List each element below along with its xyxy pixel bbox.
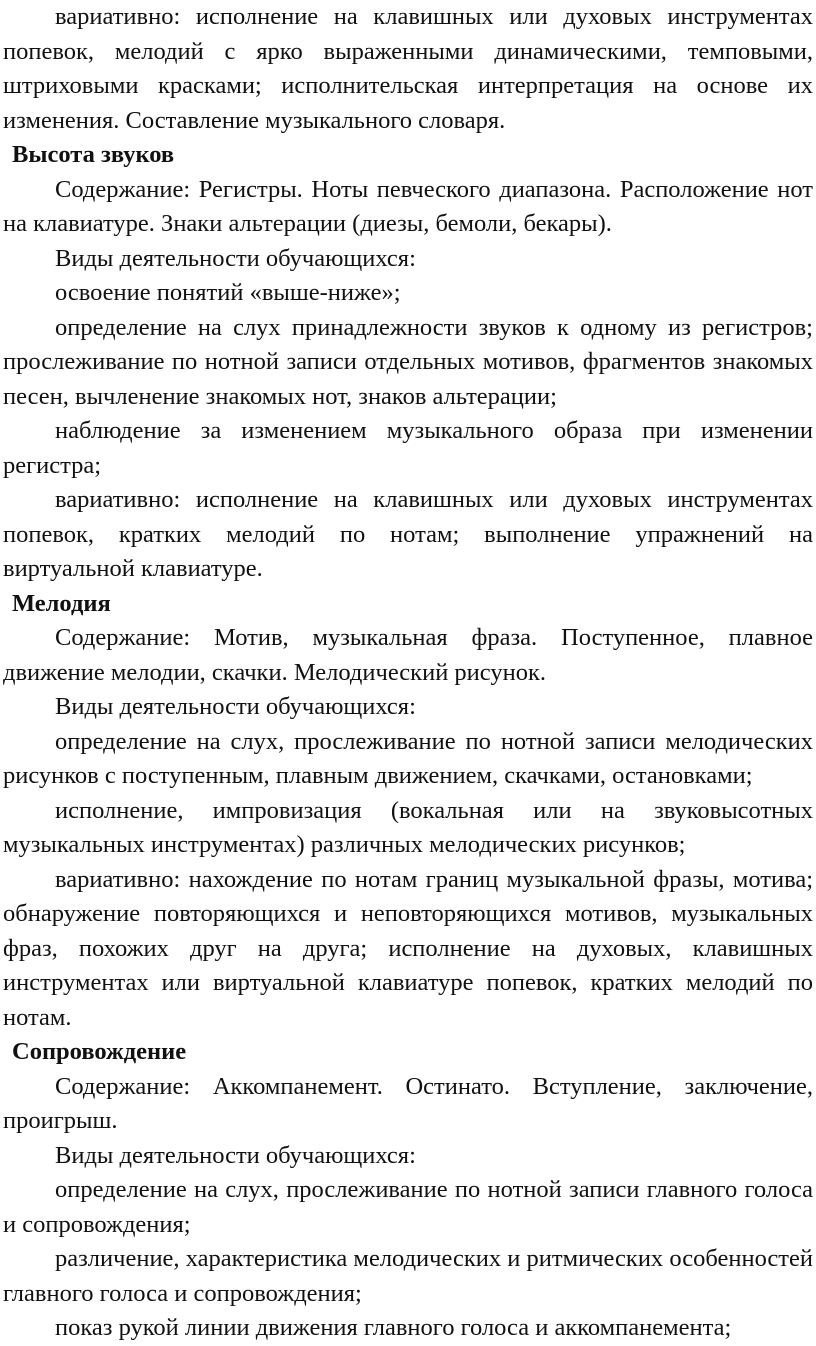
paragraph: вариативно: исполнение на клавишных или духовых инструментах попевок, мелодий с ярко выраженными динамическими, темповыми, штриховыми красками; исполнительская интерпретация на основе их изменения. Составление музыкального словаря. [3,3,813,134]
paragraph: Виды деятельности обучающихся: [55,1141,416,1169]
paragraph: вариативно: исполнение на клавишных или духовых инструментах попевок, кратких мелодий по нотам; выполнение упражнений на виртуальной клавиатуре. [3,486,813,582]
paragraph: Содержание: Аккомпанемент. Остинато. Вступление, заключение, проигрыш. [3,1072,813,1134]
document-page [3,0,813,1346]
paragraph: Содержание: Регистры. Ноты певческого диапазона. Расположение нот на клавиатуре. Знаки альтерации (диезы, бемоли, бекары). [3,175,813,237]
paragraph: определение на слух принадлежности звуков к одному из регистров; прослеживание по нотной записи отдельных мотивов, фрагментов знакомых песен, вычленение знакомых нот, знаков альтерации; [3,313,813,410]
section-heading-accompaniment: Сопровождение [12,1038,187,1065]
section-heading-pitch: Высота звуков [12,141,175,168]
paragraph: вариативно: нахождение по нотам границ музыкальной фразы, мотива; обнаружение повторяющихся и неповторяющихся мотивов, музыкальных фраз, похожих друг на друга; исполнение на духовых, клавишных инструментах или виртуальной клавиатуре попевок, кратких мелодий по нотам. [3,865,813,1031]
paragraph: исполнение, импровизация (вокальная или на звуковысотных музыкальных инструментах) различных мелодических рисунков; [3,796,813,858]
paragraph: Содержание: Мотив, музыкальная фраза. Поступенное, плавное движение мелодии, скачки. Мелодический рисунок. [3,624,813,686]
paragraph: Виды деятельности обучающихся: [55,244,416,272]
paragraph: Виды деятельности обучающихся: [55,693,416,720]
paragraph: определение на слух, прослеживание по нотной записи мелодических рисунков с поступенным, плавным движением, скачками, остановками; [3,727,813,789]
paragraph: различение, характеристика мелодических и ритмических особенностей главного голоса и сопровождения; [3,1245,813,1307]
paragraph: определение на слух, прослеживание по нотной записи главного голоса и сопровождения; [3,1176,813,1238]
paragraph: наблюдение за изменением музыкального образа при изменении регистра; [3,417,813,479]
paragraph: показ рукой линии движения главного голоса и аккомпанемента; [55,1314,732,1341]
section-heading-melody: Мелодия [12,589,111,617]
paragraph: освоение понятий «выше-ниже»; [55,279,401,306]
